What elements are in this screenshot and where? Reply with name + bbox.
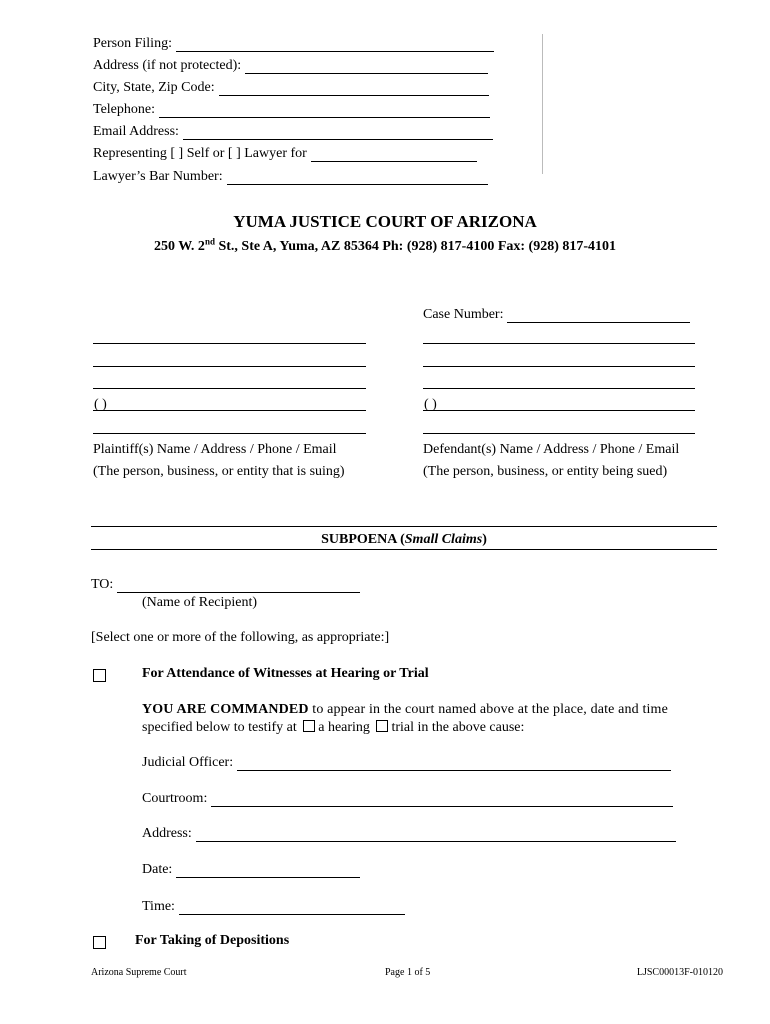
telephone-input[interactable] (159, 105, 490, 118)
plaintiff-line-3[interactable] (93, 388, 366, 389)
address-location-label: Address: (142, 826, 192, 841)
to-label: TO: (91, 577, 114, 592)
city-state-zip-label: City, State, Zip Code: (93, 80, 215, 95)
plaintiff-label: Plaintiff(s) Name / Address / Phone / Email (93, 442, 337, 457)
bar-number-label: Lawyer’s Bar Number: (93, 169, 223, 184)
date-label: Date: (142, 862, 173, 877)
plaintiff-line-5[interactable] (93, 433, 366, 434)
command-rest: to appear in the court named above at the place, date and time (308, 702, 668, 717)
courtroom-field (142, 791, 673, 807)
title-rule-top (91, 526, 717, 527)
address-label: Address (if not protected): (93, 58, 242, 73)
plaintiff-sub: (The person, business, or entity that is suing) (93, 464, 345, 479)
defendant-line-2[interactable] (423, 366, 695, 367)
document-title-italic: Small Claims (404, 532, 483, 547)
trial-option-label: trial in the above cause: (391, 720, 525, 735)
person-filing-label: Person Filing: (93, 36, 172, 51)
page-number: Page 1 of 5 (385, 967, 431, 978)
person-filing-input[interactable] (176, 39, 494, 52)
judicial-officer-label: Judicial Officer: (142, 755, 234, 770)
court-address-pre: 250 W. 2 (153, 239, 205, 254)
telephone-field (93, 102, 490, 118)
document-title-paren-close: ) (482, 532, 487, 547)
defendant-phone-paren: ( ) (424, 397, 437, 412)
case-number-label: Case Number: (423, 307, 504, 322)
command-line-2 (142, 720, 524, 736)
judicial-officer-field (142, 755, 671, 771)
time-input[interactable] (179, 902, 405, 915)
courtroom-label: Courtroom: (142, 791, 208, 806)
defendant-line-3[interactable] (423, 388, 695, 389)
deposition-heading: For Taking of Depositions (135, 933, 290, 948)
deposition-checkbox[interactable] (93, 936, 106, 949)
bar-number-field (93, 169, 488, 185)
select-instruction: [Select one or more of the following, as appropriate:] (91, 630, 390, 645)
form-number: LJSC00013F-010120 (636, 967, 723, 978)
testify-at-text: specified below to testify at (142, 720, 297, 735)
defendant-line-1[interactable] (423, 343, 695, 344)
email-label: Email Address: (93, 124, 179, 139)
representing-input[interactable] (311, 149, 477, 162)
telephone-label: Telephone: (93, 102, 155, 117)
document-title-paren-open: ( (396, 532, 405, 547)
representing-field (93, 146, 477, 162)
court-name: YUMA JUSTICE COURT OF ARIZONA (233, 212, 537, 231)
case-number-input[interactable] (507, 310, 690, 323)
trial-checkbox[interactable] (376, 720, 388, 732)
email-input[interactable] (183, 127, 493, 140)
bar-number-input[interactable] (227, 172, 488, 185)
plaintiff-line-2[interactable] (93, 366, 366, 367)
attendance-heading: For Attendance of Witnesses at Hearing or Trial (142, 666, 429, 681)
city-state-zip-field (93, 80, 489, 96)
command-text (142, 702, 668, 718)
case-number-field (423, 307, 690, 323)
courtroom-input[interactable] (211, 794, 673, 807)
person-filing-field (93, 36, 494, 52)
to-field (91, 577, 360, 593)
defendant-line-5[interactable] (423, 433, 695, 434)
defendant-sub: (The person, business, or entity being sued) (423, 464, 668, 479)
date-input[interactable] (176, 865, 360, 878)
plaintiff-phone-paren: ( ) (94, 397, 107, 412)
date-field (142, 862, 360, 878)
footer-left: Arizona Supreme Court (91, 967, 187, 978)
title-rule-bottom (91, 549, 717, 550)
city-state-zip-input[interactable] (219, 83, 489, 96)
defendant-label: Defendant(s) Name / Address / Phone / Email (423, 442, 680, 457)
court-address-sup: nd (204, 236, 215, 247)
command-bold: YOU ARE COMMANDED (142, 702, 309, 717)
plaintiff-line-1[interactable] (93, 343, 366, 344)
representing-label: Representing [ ] Self or [ ] Lawyer for (93, 146, 307, 161)
defendant-line-4[interactable] (423, 410, 695, 411)
court-address-post: St., Ste A, Yuma, AZ 85364 Ph: (928) 817-4100 Fax: (928) 817-4101 (214, 239, 617, 254)
court-address (0, 238, 770, 256)
margin-divider (542, 34, 543, 174)
address-input[interactable] (245, 61, 488, 74)
document-title (91, 532, 717, 548)
address-location-input[interactable] (196, 829, 676, 842)
time-field (142, 899, 405, 915)
document-title-main: SUBPOENA (321, 532, 397, 547)
plaintiff-line-4[interactable] (93, 410, 366, 411)
email-field (93, 124, 493, 140)
hearing-checkbox[interactable] (303, 720, 315, 732)
recipient-name-input[interactable] (117, 580, 360, 593)
judicial-officer-input[interactable] (237, 758, 671, 771)
attendance-checkbox[interactable] (93, 669, 106, 682)
hearing-option-label: a hearing (318, 720, 370, 735)
recipient-sub: (Name of Recipient) (142, 595, 258, 610)
time-label: Time: (142, 899, 175, 914)
address-location-field (142, 826, 676, 842)
address-field (93, 58, 488, 74)
